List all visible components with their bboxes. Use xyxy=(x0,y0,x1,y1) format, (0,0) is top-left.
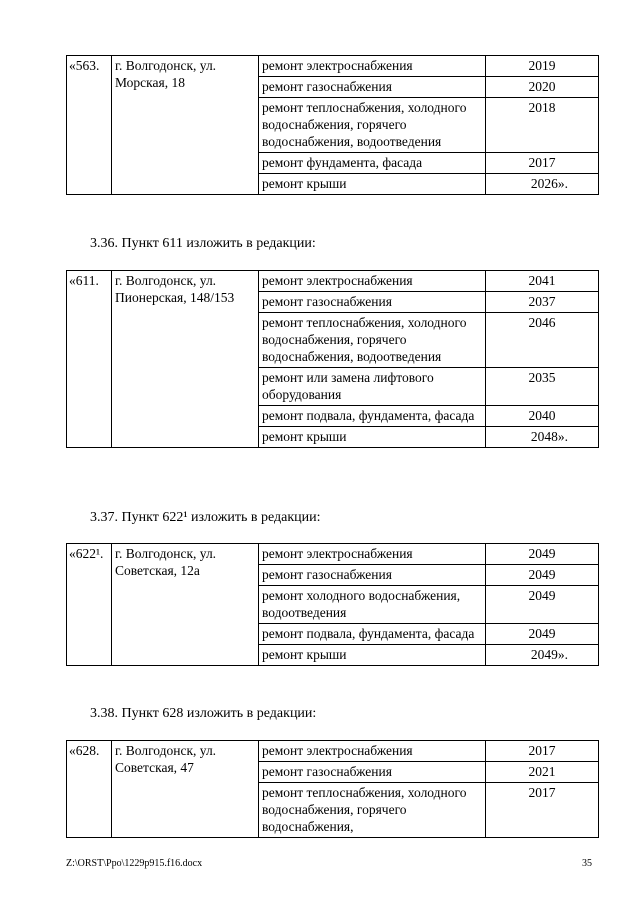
table-row xyxy=(67,271,599,292)
year-cell: 2018 xyxy=(486,98,599,153)
address-cell: г. Волгодонск, ул. Советская, 12а xyxy=(112,544,259,666)
year-cell: 2017 xyxy=(486,783,599,838)
work-cell: ремонт крыши xyxy=(259,174,486,195)
year-cell: 2021 xyxy=(486,762,599,783)
work-cell: ремонт подвала, фундамента, фасада xyxy=(259,406,486,427)
year-cell: 2040 xyxy=(486,406,599,427)
work-cell: ремонт теплоснабжения, холодного водоснабжения, горячего водоснабжения, xyxy=(259,783,486,838)
work-cell: ремонт крыши xyxy=(259,427,486,448)
year-cell: 2049». xyxy=(486,645,599,666)
year-cell: 2046 xyxy=(486,313,599,368)
item-number: «622¹. xyxy=(67,544,112,666)
address-cell: г. Волгодонск, ул. Пионерская, 148/153 xyxy=(112,271,259,448)
work-cell: ремонт подвала, фундамента, фасада xyxy=(259,624,486,645)
work-cell: ремонт газоснабжения xyxy=(259,77,486,98)
paragraph-3-36: 3.36. Пункт 611 изложить в редакции: xyxy=(90,236,316,251)
year-cell: 2026». xyxy=(486,174,599,195)
paragraph-3-37: 3.37. Пункт 622¹ изложить в редакции: xyxy=(90,510,321,525)
table-item-622-1 xyxy=(66,543,599,666)
address-cell: г. Волгодонск, ул. Советская, 47 xyxy=(112,741,259,838)
year-cell: 2049 xyxy=(486,565,599,586)
work-cell: ремонт теплоснабжения, холодного водоснабжения, горячего водоснабжения, водоотведения xyxy=(259,313,486,368)
work-cell: ремонт газоснабжения xyxy=(259,565,486,586)
work-cell: ремонт электроснабжения xyxy=(259,56,486,77)
work-cell: ремонт крыши xyxy=(259,645,486,666)
year-cell: 2049 xyxy=(486,544,599,565)
work-cell: ремонт электроснабжения xyxy=(259,741,486,762)
address-cell: г. Волгодонск, ул. Морская, 18 xyxy=(112,56,259,195)
year-cell: 2048». xyxy=(486,427,599,448)
item-number: «628. xyxy=(67,741,112,838)
table-row xyxy=(67,56,599,77)
item-number: «563. xyxy=(67,56,112,195)
work-cell: ремонт холодного водоснабжения, водоотведения xyxy=(259,586,486,624)
table-item-611 xyxy=(66,270,599,448)
table-item-563 xyxy=(66,55,599,195)
paragraph-3-38: 3.38. Пункт 628 изложить в редакции: xyxy=(90,706,317,721)
year-cell: 2049 xyxy=(486,624,599,645)
work-cell: ремонт теплоснабжения, холодного водоснабжения, горячего водоснабжения, водоотведения xyxy=(259,98,486,153)
table-row xyxy=(67,544,599,565)
work-cell: ремонт газоснабжения xyxy=(259,762,486,783)
year-cell: 2037 xyxy=(486,292,599,313)
year-cell: 2020 xyxy=(486,77,599,98)
work-cell: ремонт газоснабжения xyxy=(259,292,486,313)
year-cell: 2017 xyxy=(486,741,599,762)
year-cell: 2019 xyxy=(486,56,599,77)
footer-file-path: Z:\ORST\Ppo\1229p915.f16.docx xyxy=(66,858,203,869)
work-cell: ремонт электроснабжения xyxy=(259,271,486,292)
work-cell: ремонт фундамента, фасада xyxy=(259,153,486,174)
footer-page-number: 35 xyxy=(582,858,592,869)
work-cell: ремонт электроснабжения xyxy=(259,544,486,565)
year-cell: 2035 xyxy=(486,368,599,406)
work-cell: ремонт или замена лифтового оборудования xyxy=(259,368,486,406)
table-row xyxy=(67,741,599,762)
year-cell: 2049 xyxy=(486,586,599,624)
item-number: «611. xyxy=(67,271,112,448)
year-cell: 2017 xyxy=(486,153,599,174)
table-item-628 xyxy=(66,740,599,838)
year-cell: 2041 xyxy=(486,271,599,292)
